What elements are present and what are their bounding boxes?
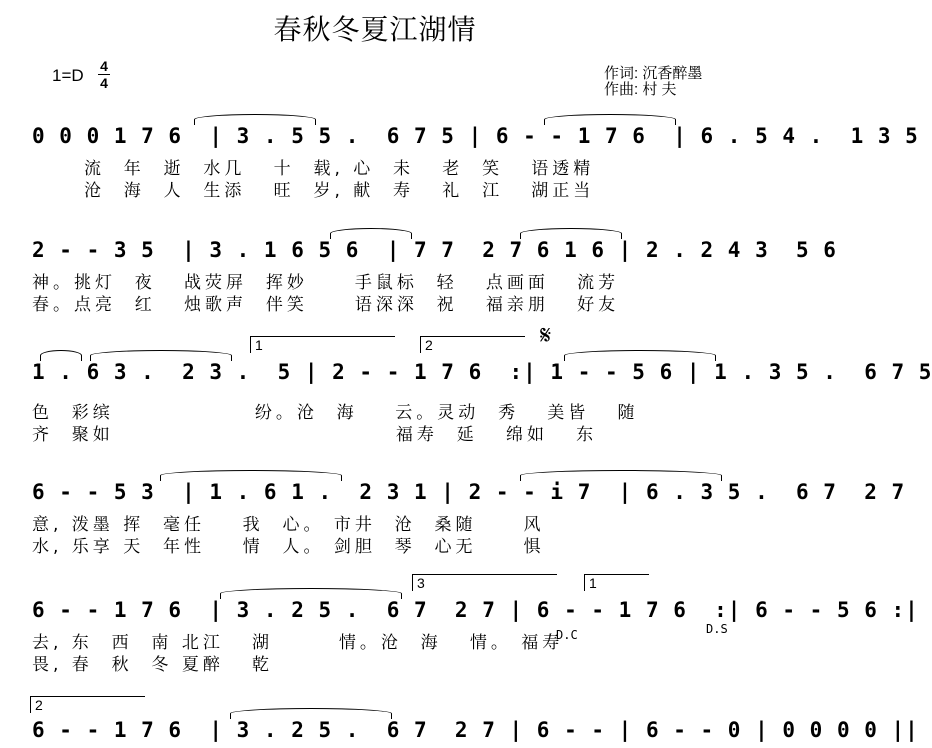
lyric-line-1: 神。挑灯 夜 战荧屏 挥妙 手鼠标 轻 点画面 流芳: [32, 273, 620, 293]
tie-mark: [520, 470, 722, 481]
lyric-line-1: 流 年 逝 水几 十 载, 心 未 老 笑 语透精: [84, 159, 595, 179]
score-row-3: [0, 320, 932, 480]
lyric-line-2: 沧 海 人 生添 旺 岁, 献 寿 礼 江 湖正当: [84, 181, 595, 201]
lyric-line-2: 齐 聚如 福寿 延 绵如 东: [32, 425, 598, 445]
lyricist: 作词: 沉香醉墨: [604, 65, 703, 82]
credits: [604, 66, 702, 98]
lyric-line-2: 水, 乐享 天 年性 情 人。 剑胆 琴 心无 惧: [32, 537, 545, 557]
volta-bracket: 1: [250, 336, 395, 353]
volta-bracket: 2: [30, 696, 145, 713]
tie-mark: [520, 228, 622, 239]
tie-mark: [160, 470, 342, 481]
notes-line: 6 - - 1 7 6 | 3 . 2 5 . 6 7 2 7 | 6 - - | 6 - - 0 | 0 0 0 0 ||: [32, 718, 919, 742]
volta-bracket: 2: [420, 336, 525, 353]
score-row-6: [0, 697, 919, 748]
tie-mark: [220, 588, 402, 599]
lyric-line-1: 去, 东 西 南 北江 湖 情。沧 海 情。 福寿: [32, 633, 564, 653]
tie-mark: [564, 350, 716, 361]
dc-marker: D.C: [556, 628, 578, 642]
tie-mark: [330, 228, 412, 239]
notes-line: 6 - - 5 3 | 1 . 6 1 . 2 3 1 | 2 - - i 7 | 6 . 3 5 . 6 7 2 7: [32, 480, 906, 504]
lyric-line-1: 意, 泼墨 挥 毫任 我 心。 市井 沧 桑随 风: [32, 515, 545, 535]
tie-mark: [230, 708, 392, 719]
composer: 作曲: 村 夫: [604, 81, 677, 98]
time-signature: [98, 58, 110, 91]
lyric-line-2: 春。点亮 红 烛歌声 伴笑 语深深 祝 福亲朋 好友: [32, 295, 620, 315]
volta-bracket: 3: [412, 574, 557, 591]
lyric-line-2: 畏, 春 秋 冬 夏醉 乾: [32, 655, 274, 675]
key-signature: 1=D: [52, 66, 84, 85]
notes-line: 6 - - 1 7 6 | 3 . 2 5 . 6 7 2 7 | 6 - - 1 7 6 :| 6 - - 5 6 :|: [32, 598, 919, 622]
score-row-1: [0, 124, 919, 244]
lyric-line-1: 色 彩缤 纷。沧 海 云。灵动 秀 美皆 随: [32, 403, 639, 423]
tie-mark: [194, 114, 316, 125]
tie-mark: [544, 114, 676, 125]
song-title: 春秋冬夏江湖情: [273, 13, 477, 46]
ds-marker: D.S: [706, 622, 728, 636]
tie-mark: [40, 350, 82, 361]
meter-top: 4: [100, 58, 108, 74]
notes-line: 2 - - 3 5 | 3 . 1 6 5 6 | 7 7 2 7 6 1 6 | 2 . 2 4 3 5 6: [32, 238, 837, 262]
notes-line: 0 0 0 1 7 6 | 3 . 5 5 . 6 7 5 | 6 - - 1 7 6 | 6 . 5 4 . 1 3 5: [32, 124, 919, 148]
segno-icon: 𝄋: [540, 320, 552, 350]
volta-bracket: 1: [584, 574, 649, 591]
meter-bottom: 4: [98, 74, 110, 91]
tie-mark: [90, 350, 232, 361]
notes-line: 1 . 6 3 . 2 3 . 5 | 2 - - 1 7 6 :| 1 - - 5 6 | 1 . 3 5 . 6 7 5: [32, 360, 932, 384]
